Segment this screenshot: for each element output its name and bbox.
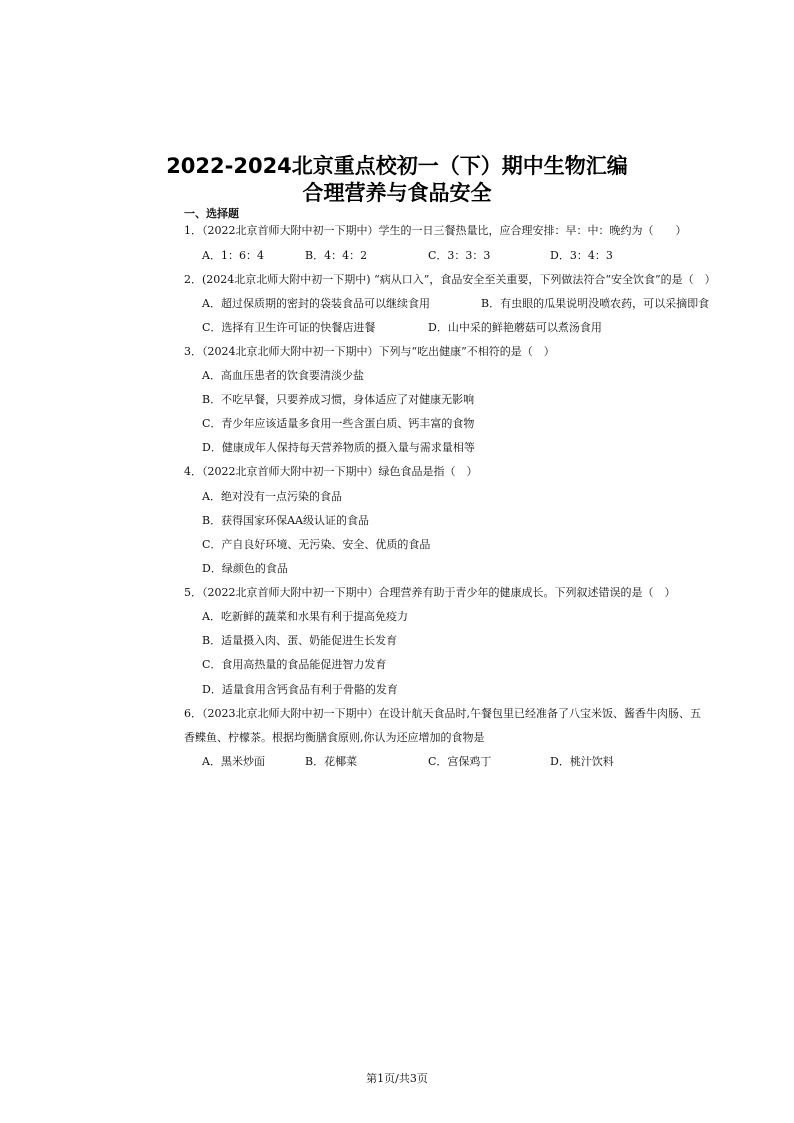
question-4-option-a: A．绝对没有一点污染的食品 <box>202 490 342 503</box>
question-6-option-d: D．桃汁饮料 <box>550 755 614 768</box>
question-1-stem: 1．（2022北京首师大附中初一下期中）学生的一日三餐热量比，应合理安排：早：中：晚约为（ ） <box>184 224 687 237</box>
question-2-option-d: D．山中采的鲜艳蘑菇可以煮汤食用 <box>428 321 602 334</box>
question-1-option-a: A．1：6：4 <box>202 249 264 262</box>
question-4-stem: 4．（2022北京首师大附中初一下期中）绿色食品是指（ ） <box>184 465 478 478</box>
question-5-option-c: C．食用高热量的食品能促进智力发育 <box>202 658 387 671</box>
question-3-option-a: A．高血压患者的饮食要清淡少盐 <box>202 369 364 382</box>
question-3-option-c: C．青少年应该适量多食用一些含蛋白质、钙丰富的食物 <box>202 417 475 430</box>
question-6-option-b: B．花椰菜 <box>305 755 358 768</box>
document-title: 2022-2024北京重点校初一（下）期中生物汇编 <box>166 154 628 178</box>
page-number: 第1页/共3页 <box>366 1072 428 1085</box>
question-1-option-c: C．3：3：3 <box>428 249 491 262</box>
question-3-stem: 3．（2024北京北师大附中初一下期中）下列与“吃出健康”不相符的是（ ） <box>184 345 555 358</box>
question-5-stem: 5．（2022北京首师大附中初一下期中）合理营养有助于青少年的健康成长。下列叙述错误的是（ ） <box>184 586 676 599</box>
question-6-option-c: C．宫保鸡丁 <box>428 755 492 768</box>
question-2-option-c: C．选择有卫生许可证的快餐店进餐 <box>202 321 376 334</box>
section-heading: 一、选择题 <box>184 207 239 220</box>
question-3-option-d: D．健康成年人保持每天营养物质的摄入量与需求量相等 <box>202 441 475 454</box>
question-4-option-d: D．绿颜色的食品 <box>202 562 288 575</box>
question-4-option-c: C．产自良好环境、无污染、安全、优质的食品 <box>202 538 431 551</box>
document-subtitle: 合理营养与食品安全 <box>302 181 492 205</box>
question-5-option-a: A．吃新鲜的蔬菜和水果有利于提高免疫力 <box>202 610 408 623</box>
question-6-stem: 6．（2023北京北师大附中初一下期中）在设计航天食品时,午餐包里已经准备了八宝米饭、酱香牛肉肠、五 <box>184 707 701 720</box>
question-4-option-b: B．获得国家环保AA级认证的食品 <box>202 514 369 527</box>
question-2-option-b: B．有虫眼的瓜果说明没喷农药，可以采摘即食 <box>481 297 710 310</box>
question-2-option-a: A．超过保质期的密封的袋装食品可以继续食用 <box>202 297 430 310</box>
question-2-stem: 2．(2024北京北师大附中初一下期中) “病从口入”，食品安全至关重要，下列做法符合“安全饮食”的是（ ） <box>184 273 716 286</box>
question-3-option-b: B．不吃早餐，只要养成习惯，身体适应了对健康无影响 <box>202 393 475 406</box>
question-6-stem-continued: 香鲽鱼、柠檬茶。根据均衡膳食原则,你认为还应增加的食物是 <box>184 731 485 744</box>
question-5-option-d: D．适量食用含钙食品有利于骨骼的发育 <box>202 683 398 696</box>
question-6-option-a: A．黑米炒面 <box>202 755 265 768</box>
question-1-option-d: D．3：4：3 <box>550 249 613 262</box>
question-1-option-b: B．4：4：2 <box>305 249 368 262</box>
question-5-option-b: B．适量摄入肉、蛋、奶能促进生长发育 <box>202 634 398 647</box>
